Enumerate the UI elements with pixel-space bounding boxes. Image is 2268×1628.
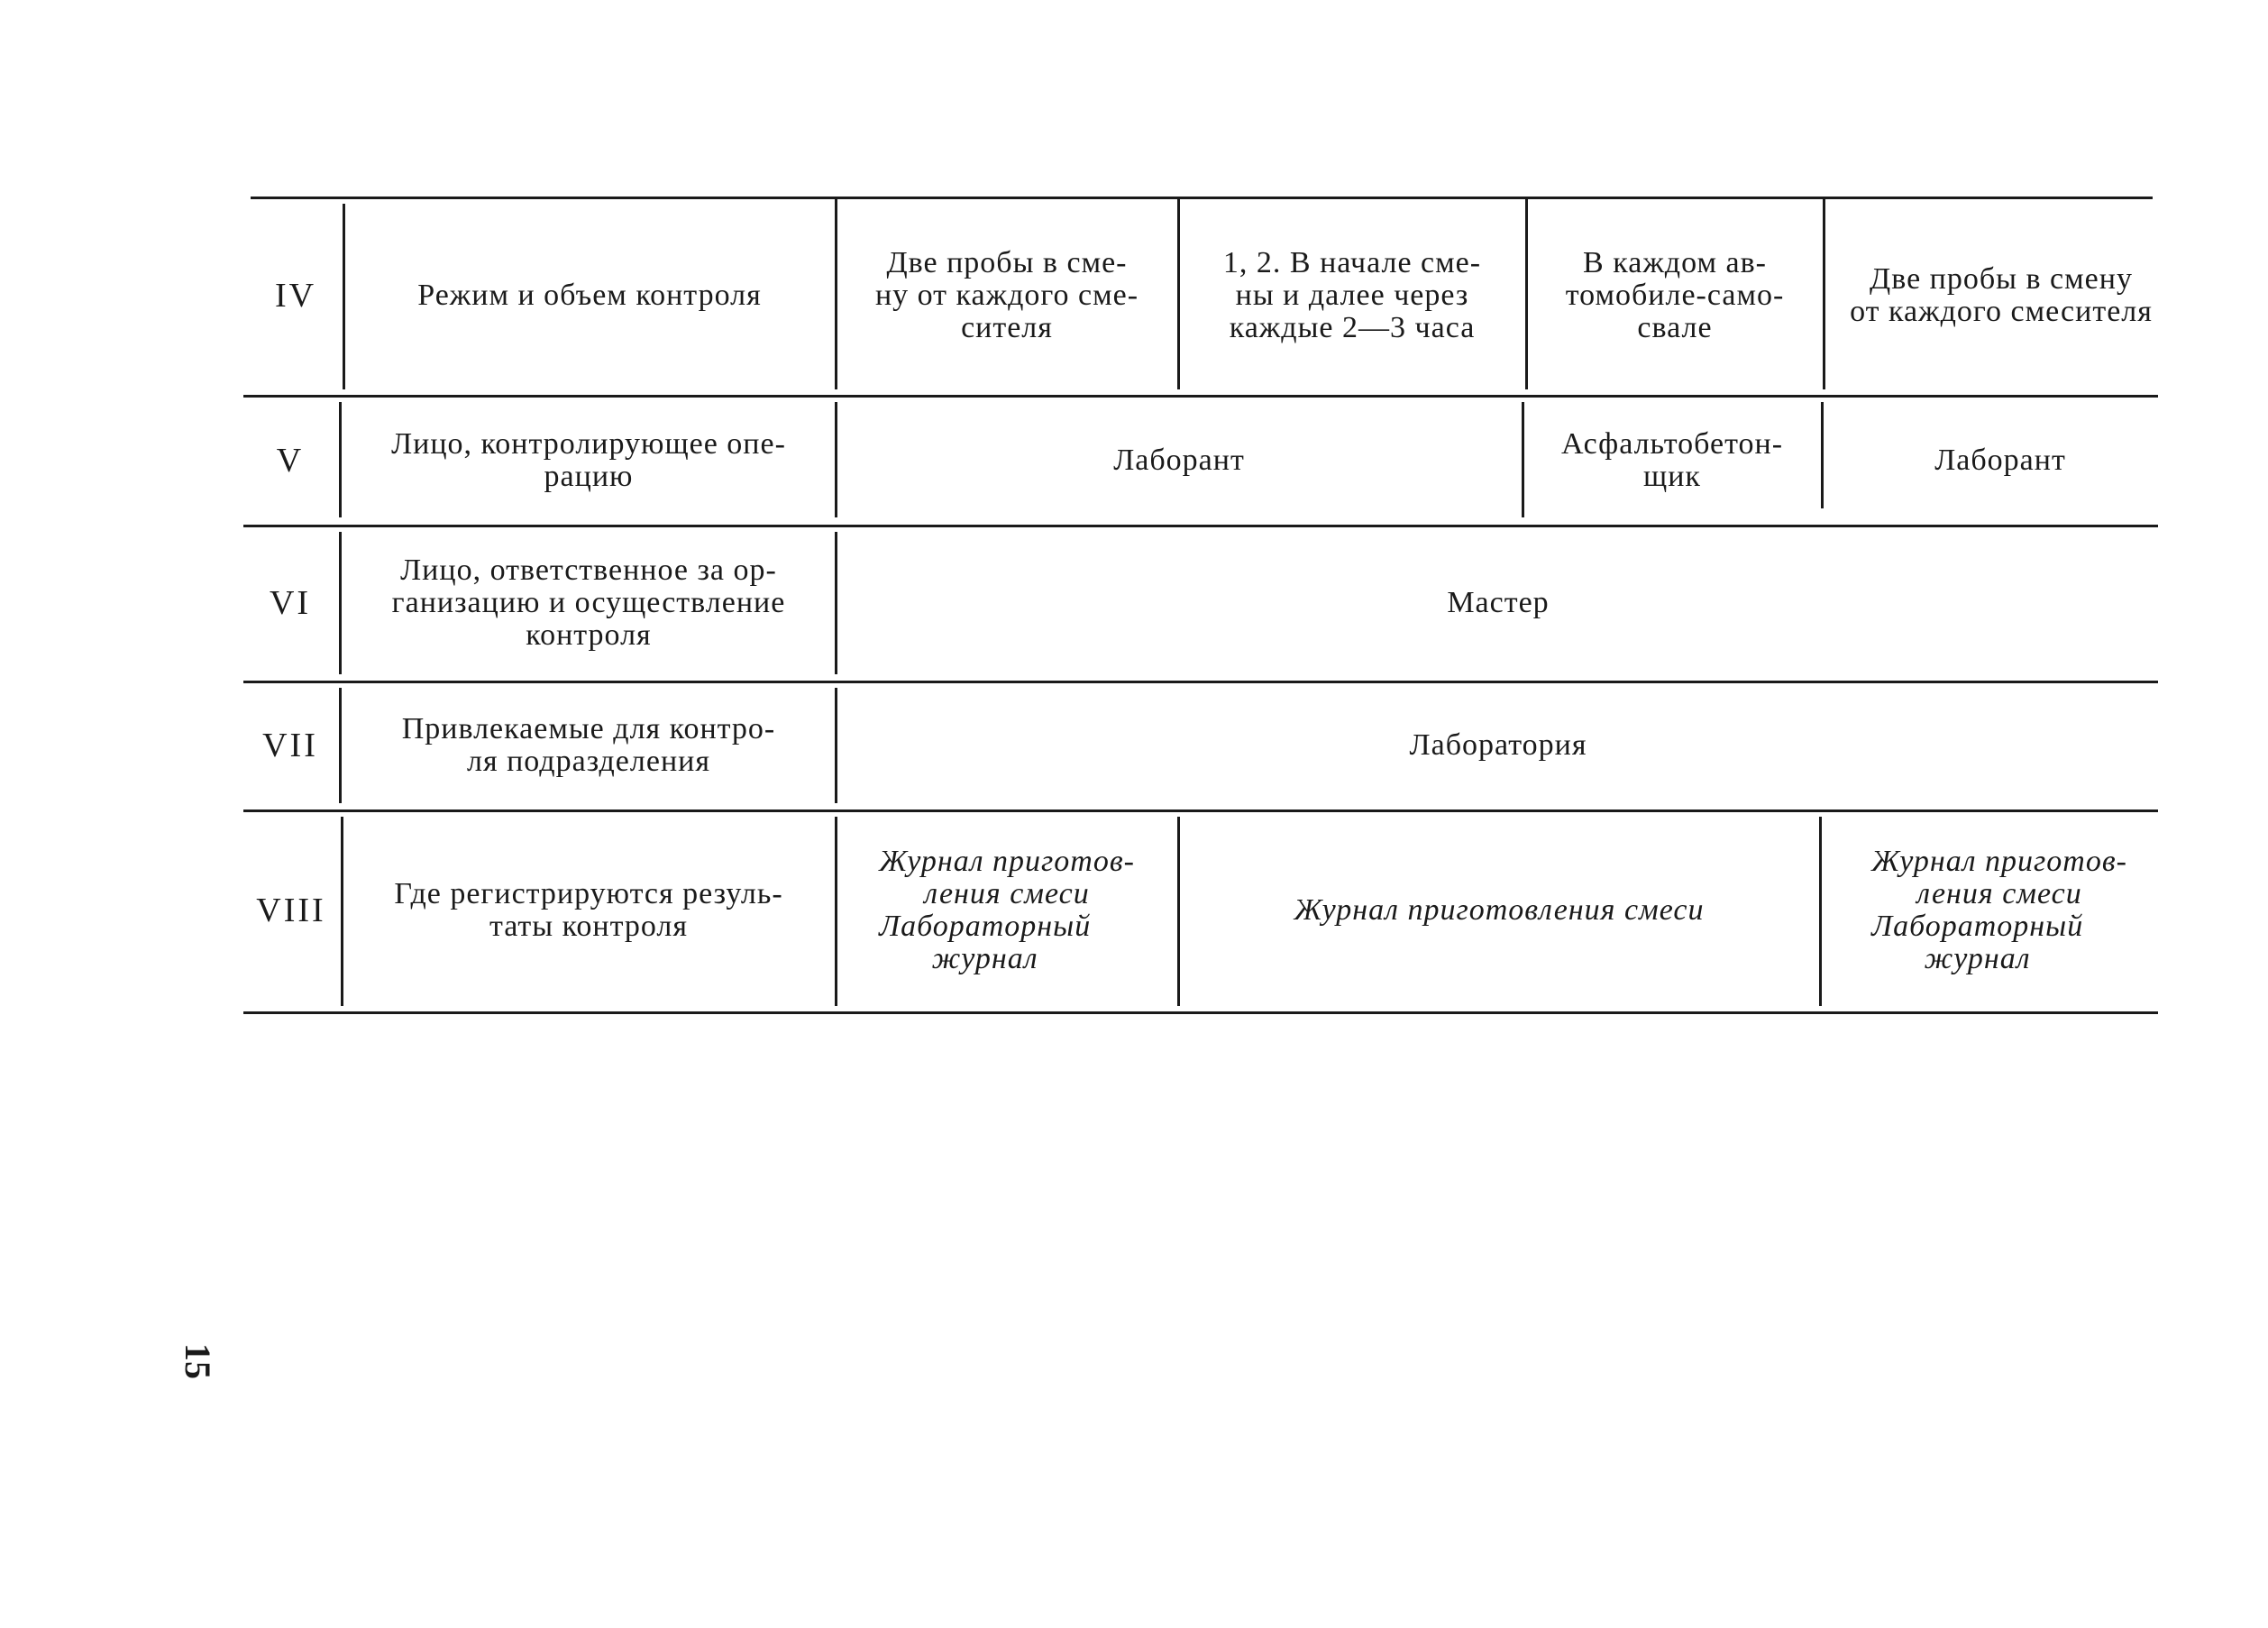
- table-col-rule: [835, 688, 837, 803]
- table-col-rule: [1522, 402, 1524, 517]
- table-cell: [838, 398, 1520, 523]
- row-label: [344, 813, 833, 1008]
- table-cell-text: Лабораторный журнал: [1871, 910, 2084, 975]
- row-number-text: VI: [269, 584, 312, 622]
- table-col-rule: [1177, 817, 1180, 1006]
- table-cell-text: Лабораторный журнал: [879, 910, 1092, 975]
- table-cell: [1529, 200, 1821, 391]
- row-label: [344, 528, 833, 678]
- table-cell: [1181, 813, 1817, 1008]
- row-label-text: Лицо, контролирующее опе- рацию: [391, 427, 786, 493]
- table-col-rule: [835, 817, 837, 1006]
- table-cell: [838, 200, 1175, 391]
- row-number-text: VII: [262, 727, 318, 764]
- table-rule: [243, 395, 2158, 398]
- row-label-text: Лицо, ответственное за ор- ганизацию и осуществление контроля: [391, 553, 786, 652]
- table-col-rule: [835, 532, 837, 674]
- row-number-text: IV: [274, 277, 317, 315]
- row-label-text: Привлекаемые для контро- ля подразделения: [401, 712, 776, 778]
- table-cell-text: Журнал приготов- ления смеси: [1871, 845, 2127, 910]
- table-rule: [251, 197, 2153, 199]
- row-label-text: Режим и объем контроля: [417, 279, 762, 312]
- table-cell: [1525, 398, 1819, 523]
- row-number-text: V: [276, 442, 305, 480]
- table-cell-text: Лаборант: [1934, 444, 2066, 477]
- row-number-text: VIII: [256, 892, 326, 929]
- row-label: [346, 200, 833, 391]
- table-cell: [1823, 813, 2176, 1008]
- table-cell-text: Журнал приготовления смеси: [1294, 893, 1705, 927]
- table-col-rule: [1177, 198, 1180, 389]
- table-col-rule: [339, 688, 342, 803]
- table-col-rule: [339, 532, 342, 674]
- row-label-text: Где регистрируются резуль- таты контроля: [394, 877, 783, 943]
- table-rule: [243, 809, 2158, 812]
- table-cell-text: Журнал приготов- ления смеси: [879, 845, 1135, 910]
- table-rule: [243, 525, 2158, 527]
- table-cell-text: Две пробы в сме- ну от каждого сме- сителя: [874, 246, 1139, 344]
- table-cell-text: Две пробы в смену от каждого смесителя: [1850, 262, 2153, 328]
- table-col-rule: [1525, 198, 1528, 389]
- table-col-rule: [1819, 817, 1822, 1006]
- table-cell-text: Мастер: [1447, 586, 1550, 619]
- row-number: [243, 684, 337, 807]
- table-cell: [838, 684, 2158, 807]
- row-label: [344, 398, 833, 523]
- table-cell-text: Асфальтобетон- щик: [1560, 427, 1784, 493]
- table-rule: [243, 1011, 2158, 1014]
- row-number: [243, 528, 337, 678]
- row-number: [243, 398, 337, 523]
- table-cell-text: Лаборатория: [1409, 728, 1587, 762]
- table-cell-text: В каждом ав- томобиле-само- свале: [1565, 246, 1785, 344]
- table-cell: [1826, 200, 2176, 391]
- table-rule: [243, 681, 2158, 683]
- table-cell-text: Лаборант: [1113, 444, 1245, 477]
- table-col-rule: [341, 817, 343, 1006]
- row-number: [251, 200, 341, 391]
- table-cell: [838, 528, 2158, 678]
- table-col-rule: [1823, 198, 1825, 389]
- table-col-rule: [339, 402, 342, 517]
- table-col-rule: [835, 198, 837, 389]
- row-label: [344, 684, 833, 807]
- table-cell: [838, 813, 1175, 1008]
- table-col-rule: [835, 402, 837, 517]
- table-cell-text: 1, 2. В начале сме- ны и далее через каждые 2—3 часа: [1222, 246, 1482, 344]
- row-number: [243, 813, 339, 1008]
- table-cell: [1181, 200, 1523, 391]
- table-col-rule: [1821, 402, 1824, 508]
- table-col-rule: [343, 204, 345, 389]
- page-number: 15: [178, 1343, 219, 1379]
- table-cell: [1824, 398, 2176, 523]
